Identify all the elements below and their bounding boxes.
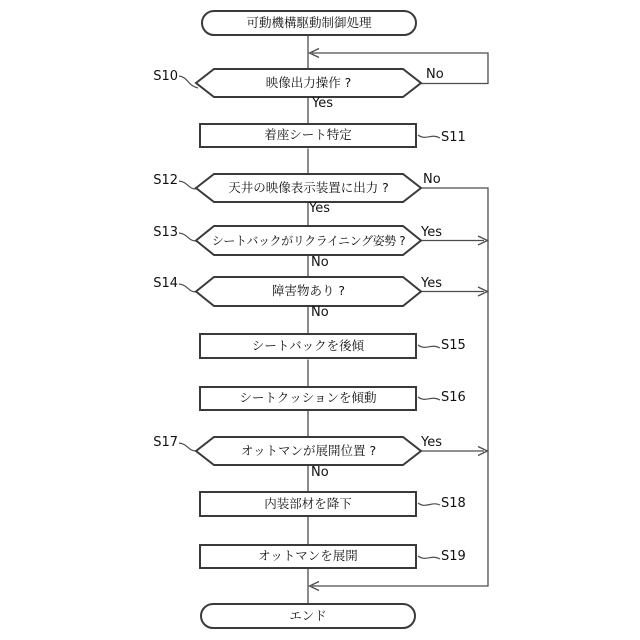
step-id-s10: S10	[153, 69, 178, 84]
label-connector-s16	[418, 397, 440, 400]
label-connector-s12	[179, 181, 196, 189]
decision-s13-label: シートバックがリクライニング姿勢 ?	[211, 233, 406, 248]
process-s19-label: オットマンを展開	[258, 548, 358, 564]
step-id-s13: S13	[153, 225, 178, 240]
branch-yes-s17: Yes	[421, 435, 442, 450]
decision-s10-label: 映像出力操作 ?	[265, 74, 352, 90]
process-s18-label: 内装部材を降下	[264, 495, 352, 511]
label-connector-s17	[179, 443, 196, 451]
label-connector-s11	[418, 135, 440, 138]
step-id-s19: S19	[441, 549, 466, 564]
branch-no-s14: No	[311, 305, 329, 320]
step-id-s12: S12	[153, 173, 178, 188]
decision-s17-label: オットマンが展開位置 ?	[240, 442, 377, 458]
step-id-s11: S11	[441, 130, 466, 145]
process-s11-label: 着座シート特定	[264, 127, 352, 143]
step-id-s18: S18	[441, 496, 466, 511]
label-connector-s14	[179, 284, 196, 292]
label-connector-s13	[179, 233, 196, 241]
decision-s14-label: 障害物あり ?	[271, 283, 346, 299]
branch-no-s10: No	[426, 67, 444, 82]
label-connectors	[179, 76, 440, 559]
branch-yes-s12: Yes	[309, 201, 330, 216]
process-s15-label: シートバックを後傾	[251, 337, 365, 353]
step-id-s17: S17	[153, 435, 178, 450]
terminal-end-label: エンド	[289, 607, 327, 623]
branch-yes-s14: Yes	[421, 276, 442, 291]
decision-s12-label: 天井の映像表示装置に出力 ?	[228, 179, 389, 195]
label-connector-s19	[418, 556, 440, 559]
branch-no-s12: No	[423, 172, 441, 187]
step-id-s16: S16	[441, 390, 466, 405]
label-connector-s15	[418, 345, 440, 348]
branch-no-s17: No	[311, 465, 329, 480]
connector-lines	[308, 36, 488, 604]
branch-no-s13: No	[311, 255, 329, 270]
terminal-start-label: 可動機構駆動制御処理	[246, 14, 372, 30]
branch-yes-s10: Yes	[312, 96, 333, 111]
step-id-s15: S15	[441, 338, 466, 353]
step-id-s14: S14	[153, 276, 178, 291]
branch-yes-s13: Yes	[421, 225, 442, 240]
process-s16-label: シートクッションを傾動	[239, 390, 377, 406]
label-connector-s18	[418, 503, 440, 505]
